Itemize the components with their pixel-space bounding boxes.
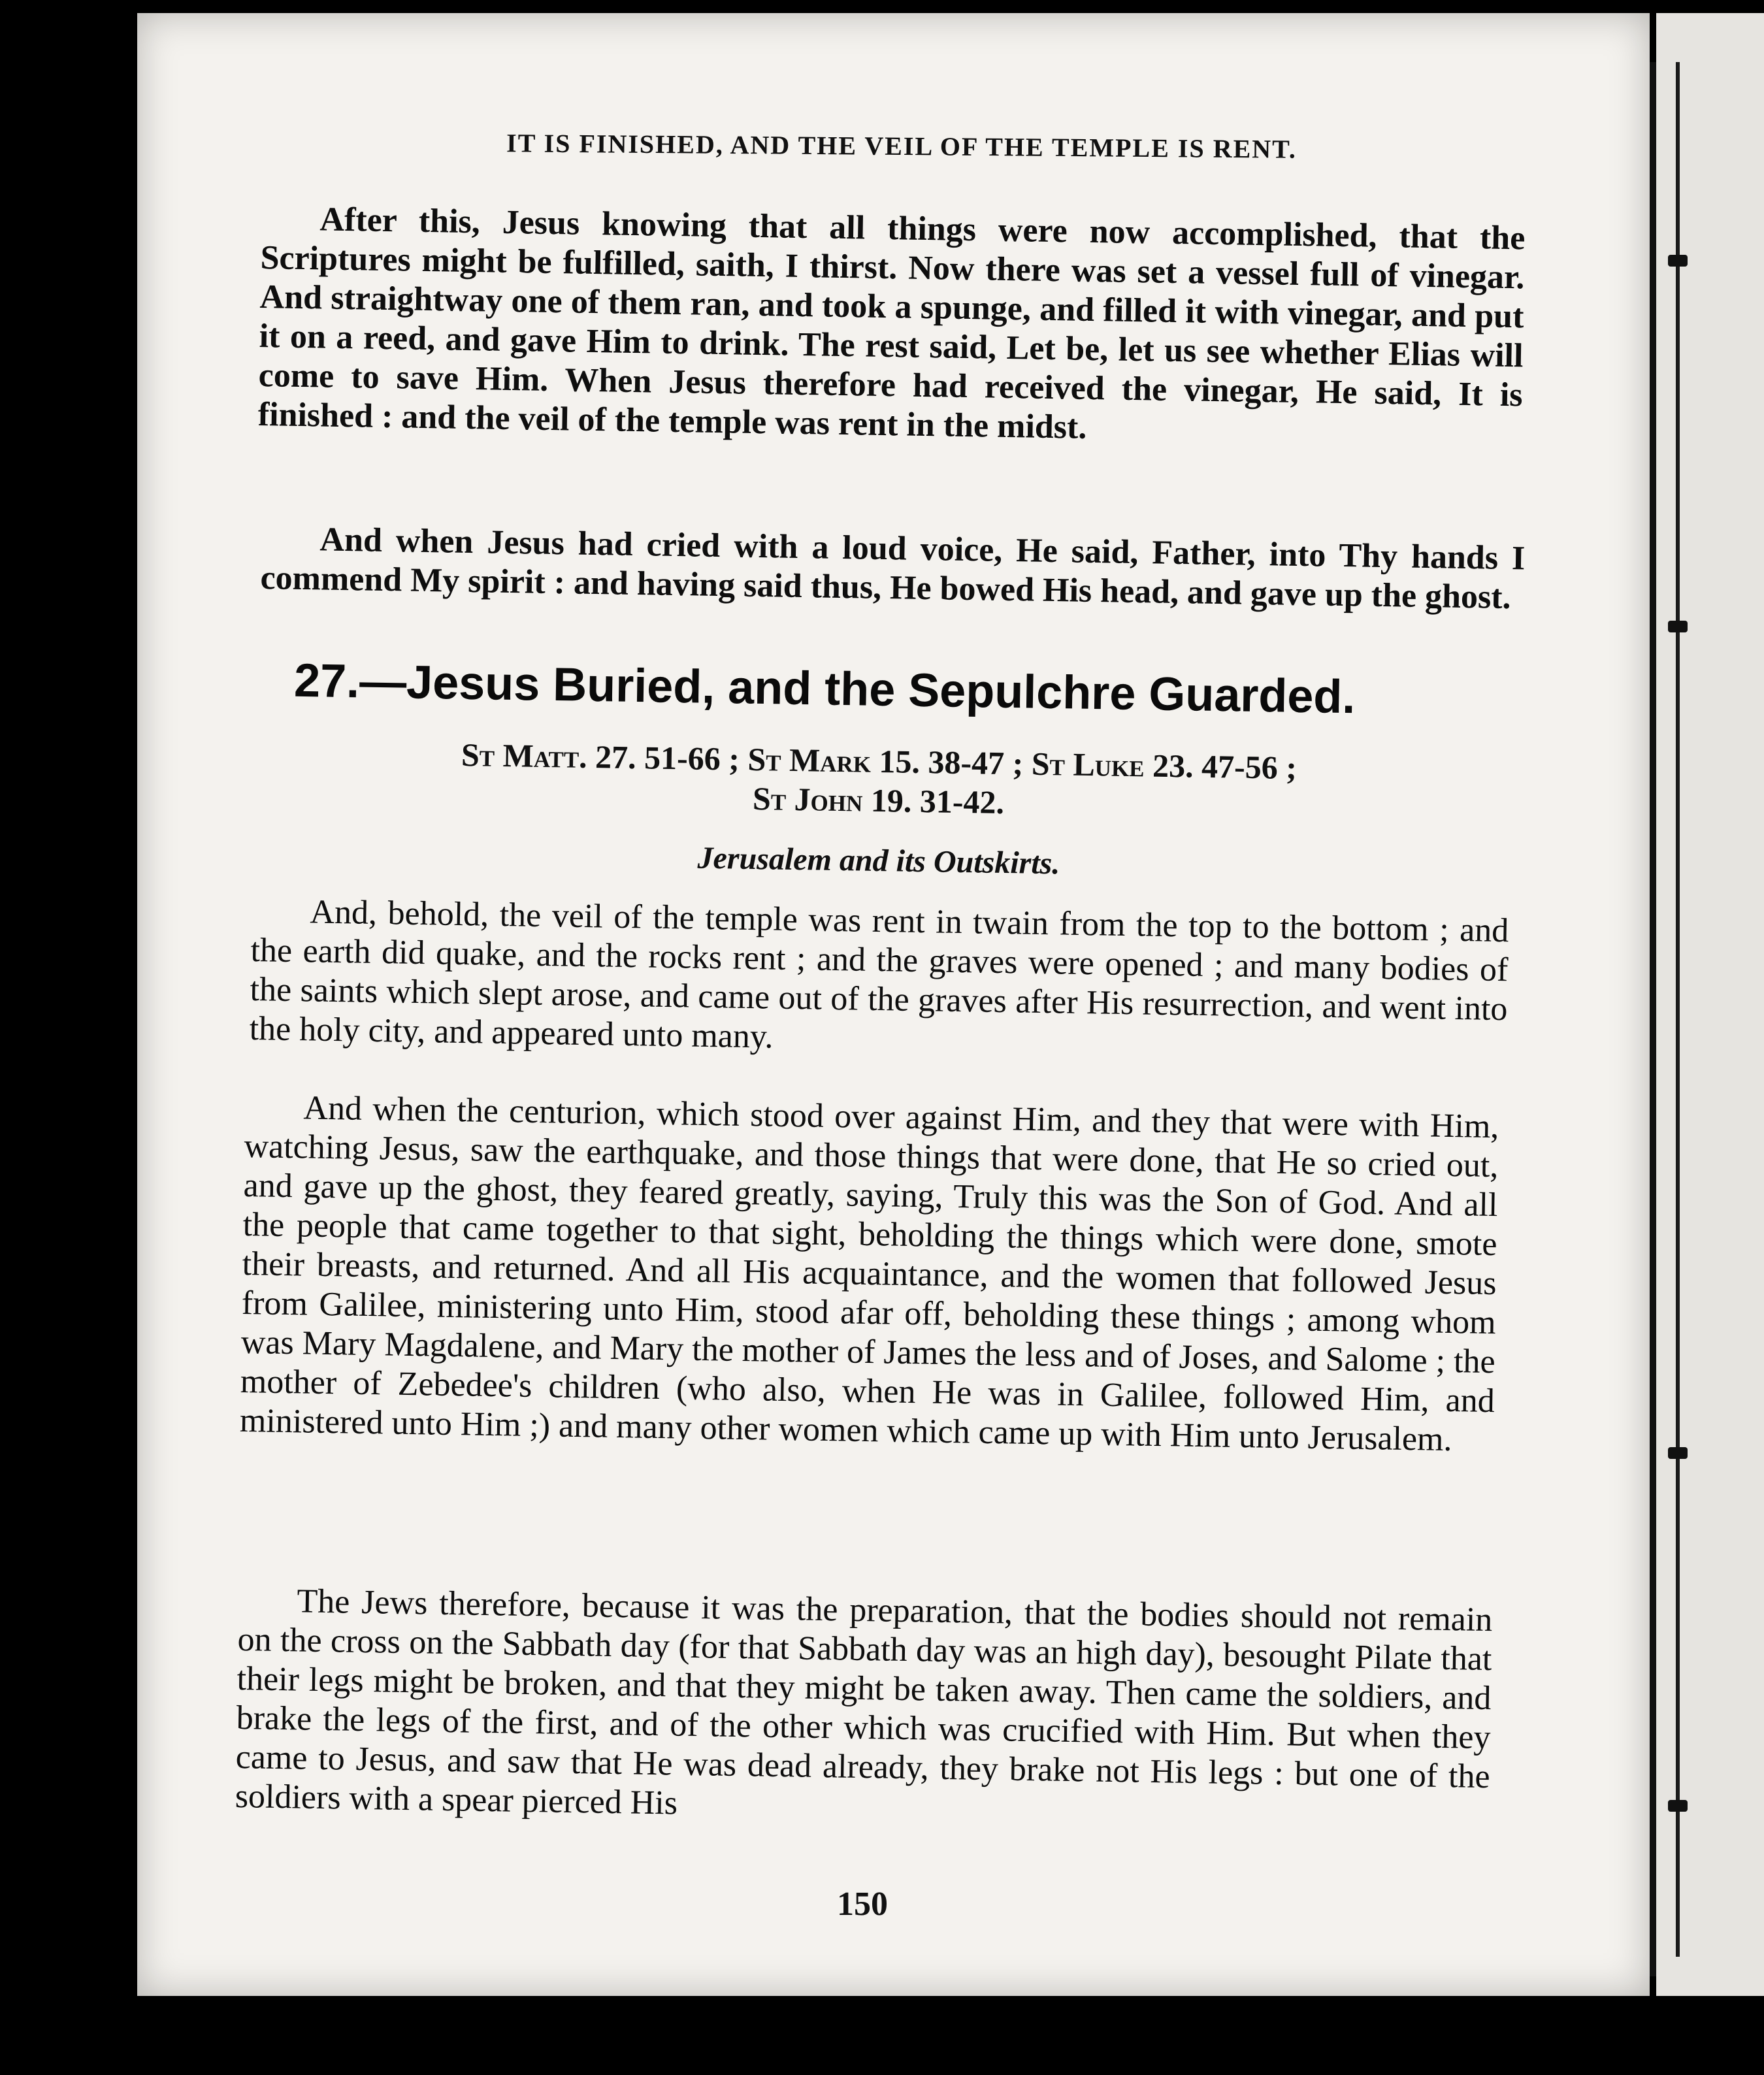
rule-notch xyxy=(1668,1800,1688,1812)
references-line: St John 19. 31-42. xyxy=(752,779,1005,821)
facing-page-strip xyxy=(1656,13,1764,1996)
scan-left-border xyxy=(0,0,137,2075)
running-head: IT IS FINISHED, AND THE VEIL OF THE TEMPLE IS RENT. xyxy=(506,128,1298,164)
paragraph xyxy=(240,1088,1499,1460)
rule-notch xyxy=(1668,255,1688,267)
references-line: St Matt. 27. 51-66 ; St Mark 15. 38-47 ; St Luke 23. 47-56 ; xyxy=(461,736,1298,787)
section-title: 27.—Jesus Buried, and the Sepulchre Guarded. xyxy=(293,654,1356,724)
page-edge-line xyxy=(1650,62,1656,1976)
paragraph-text: And when the centurion, which stood over against Him, and they that were with Him, watching Jesus, saw the earthquake, and those things that were done, that He so cried out, and gave up the ghost, they feared greatly, saying, Truly this was the Son of God. And all the people that came together to that sight, beholding the things which were done, smote their breasts, and returned. And all His acquaintance, and the women that followed Jesus from Galilee, ministering unto Him, stood afar off, beholding these things ; among whom was Mary Magdalene, and Mary the mother of James the less and of Joses, and Salome ; the mother of Zebedee's children (who also, when He was in Galilee, followed Him, and ministered unto Him ;) and many other women which came up with Him unto Jerusalem. xyxy=(239,1089,1499,1459)
paragraph xyxy=(257,199,1525,454)
paragraph-text: The Jews therefore, because it was the preparation, that the bodies should not remain on the cross on the Sabbath day (for that Sabbath day was an high day), besought Pilate that their legs might be broken, and that they might be taken away. Then came the soldiers, and brake the legs of the first, and of the other which was crucified with Him. But when they came to Jesus, and saw that He was dead already, they brake not His legs : but one of the soldiers with a spear pierced His xyxy=(235,1582,1493,1822)
paragraph xyxy=(249,892,1509,1068)
rule-notch xyxy=(1668,621,1688,632)
paragraph-text: After this, Jesus knowing that all things were now accomplished, that the Scriptures might be fulfilled, saith, I thirst. Now there was set a vessel full of vinegar. And straightway one of them ran, and took a spunge, and filled it with vinegar, and put it on a reed, and gave Him to drink. The rest said, Let be, let us see whether Elias will come to save Him. When Jesus therefore had received the vinegar, He said, It is finished : and the veil of the temple was rent in the midst. xyxy=(257,201,1526,446)
paragraph-text: And, behold, the veil of the temple was rent in twain from the top to the bottom ; and the earth did quake, and the rocks rent ; and the graves were opened ; and many bodies of the saints which slept arose, and came out of the graves after His resurrection, and went into the holy city, and appeared unto many. xyxy=(249,893,1509,1056)
rule-notch xyxy=(1668,1447,1688,1459)
paragraph xyxy=(235,1581,1492,1836)
scan-bottom-border xyxy=(0,1996,1764,2075)
page-number: 150 xyxy=(837,1886,888,1923)
location-heading: Jerusalem and its Outskirts. xyxy=(697,840,1060,881)
paragraph-text: And when Jesus had cried with a loud voice, He said, Father, into Thy hands I commend My spirit : and having said thus, He bowed His head, and gave up the ghost. xyxy=(260,521,1526,617)
facing-page-rule xyxy=(1676,62,1680,1957)
